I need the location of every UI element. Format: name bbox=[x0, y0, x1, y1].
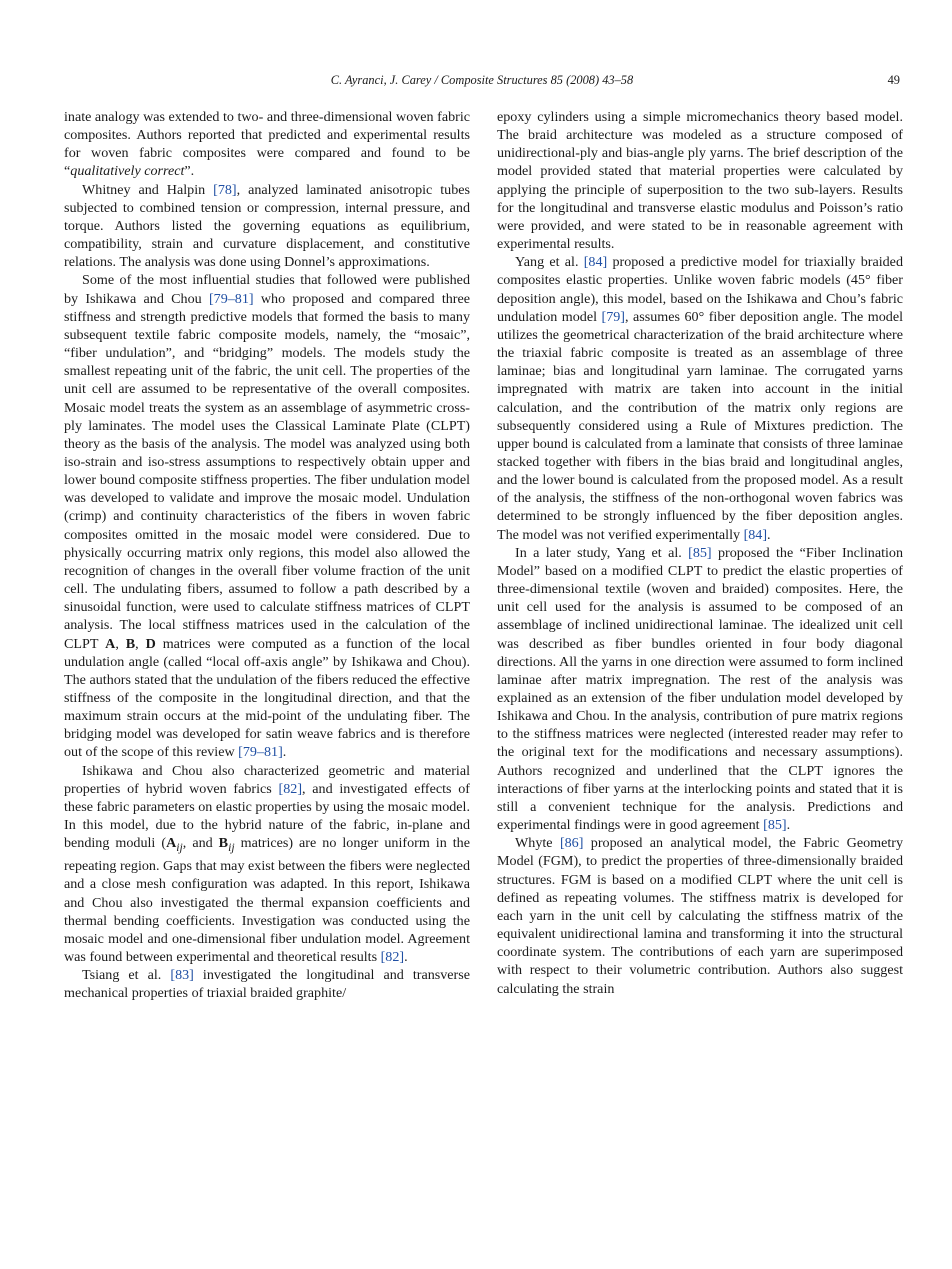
reference-link[interactable]: [85] bbox=[688, 544, 712, 561]
text-run: , and investigated effects of these fabric parameters on elastic properties by using the mosaic model. In this model, due to the hybrid nature of the fabric, in-plane and bending moduli ( bbox=[64, 780, 470, 852]
reference-link[interactable]: [79–81] bbox=[208, 290, 254, 307]
matrix-symbol: D bbox=[145, 635, 156, 652]
reference-link[interactable]: [86] bbox=[559, 835, 584, 852]
reference-link[interactable]: [84] bbox=[583, 254, 608, 271]
running-title: C. Ayranci, J. Carey / Composite Structures 85 (2008) 43–58 bbox=[330, 73, 634, 87]
reference-link[interactable]: [85] bbox=[763, 817, 787, 834]
paragraph bbox=[497, 544, 903, 835]
text-run: . bbox=[282, 744, 287, 761]
paragraph bbox=[497, 253, 903, 544]
reference-link[interactable]: [82] bbox=[380, 949, 405, 965]
text-run: proposed the “Fiber Inclination Model” based on a modified CLPT to predict the elastic properties of three-dimensional textile (woven and braided) composites. Here, the unit cell used for the analysis is assumed to be composed of an assemblage of inclined unidirectional laminae. The idealized unit cell was described as fiber bundles oriented in four body diagonal directions. All the yarns in one direction were assumed to form inclined laminae after matrix impregnation. The rest of the analysis was explained as an extension of the fiber undulation model developed by Ishikawa and Chou. In the analysis, contribution of pure matrix regions to the stiffness matrices were neglected (interested reader may refer to the original text for the modifications and necessary assumptions). Authors recognized and underlined that the CLPT ignores the interactions of fiber yarns at the interlocking points and stated that it is still a convenient technique for the analysis. Predictions and experimental findings were in good agreement bbox=[497, 544, 903, 834]
page-number: 49 bbox=[887, 73, 900, 87]
text-run: matrices) are no longer uniform in the repeating region. Gaps that may exist between the fibers were neglected and a close mesh configuration was adapted. In this report, Ishikawa and Chou also investigated the thermal expansion coefficients and thermal bending coefficients. Investigation was conducted using the mosaic model and one-dimensional fiber undulation model. Agreement was found between experimental and theoretical results bbox=[64, 835, 470, 965]
paragraph bbox=[497, 108, 903, 253]
text-run: proposed a predictive model for triaxially braided composites elastic properties. Unlike woven fabric models (45° fiber deposition angle), this model, based on the Ishikawa and Chou’s fabric undulation model bbox=[497, 254, 903, 325]
paragraph bbox=[64, 966, 470, 1002]
text-run: proposed an analytical model, the Fabric Geometry Model (FGM), to predict the properties of three-dimensionally braided structures. FGM is based on a modified CLPT where the unit cell is defined as repeating volumes. The stiffness matrix is developed for each yarn in the unit cell by calculating the stiffness matrix of the equivalent unidirectional lamina and transforming it into the structural coordinate system. The contributions of each yarn are superimposed with respect to their volumetric contribution. Authors also suggest calculating the strain bbox=[497, 835, 904, 997]
text-run: Tsiang et al. bbox=[82, 967, 171, 984]
text-run: , assumes 60° fiber deposition angle. The model utilizes the geometrical characterization of the braid architecture where the triaxial fabric composite is treated as an assemblage of three laminae; bias and longitudinal yarn laminae. The corrugated yarns impregnated with matrix are taken into account in the initial calculation, and the contribution of the matrix only regions are subsequently considered using a Rule of Mixtures prediction. The upper bound is calculated from a laminate that consists of three laminae stacked together with fibers in the bias braid and longitudinal angles, and the lower bound is calculated from the proposed model. As a result of the analysis, the stiffness of the non-orthogonal woven fabrics was determined to be strongly influenced by the fiber deposition angles. The model was not verified experimentally bbox=[497, 308, 903, 543]
reference-link[interactable]: [79] bbox=[601, 308, 625, 325]
matrix-symbol: A bbox=[105, 635, 116, 652]
running-header bbox=[64, 71, 900, 89]
text-run: investigated the longitudinal and transverse mechanical properties of triaxial braided graphite/ bbox=[64, 967, 470, 1002]
paragraph bbox=[64, 181, 470, 272]
paragraph bbox=[64, 762, 470, 967]
paragraph bbox=[64, 108, 470, 181]
text-run: , bbox=[115, 635, 126, 652]
emphasis-text: qualitatively correct bbox=[70, 163, 185, 180]
paragraph bbox=[64, 271, 470, 761]
matrix-symbol: B bbox=[218, 835, 229, 852]
matrix-symbol: A bbox=[166, 835, 177, 852]
text-run: , bbox=[135, 635, 146, 652]
text-run: Ishikawa and Chou also characterized geometric and material properties of hybrid woven fabrics bbox=[64, 762, 470, 797]
text-run: , and bbox=[182, 835, 219, 852]
matrix-symbol: B bbox=[125, 635, 136, 652]
text-run: inate analogy was extended to two- and three-dimensional woven fabric composites. Authors reported that predicted and experimental results for woven fabric composites were compared and found to be “ bbox=[64, 109, 470, 180]
reference-link[interactable]: [82] bbox=[278, 780, 303, 797]
text-run: Whitney and Halpin bbox=[82, 181, 214, 198]
text-run: Yang et al. bbox=[515, 254, 584, 271]
subscript: ij bbox=[176, 841, 183, 855]
text-run: In a later study, Yang et al. bbox=[515, 544, 689, 561]
text-run: matrices were computed as a function of the local undulation angle (called “local off-axis angle” by Ishikawa and Chou). The authors stated that the undulation of the fibers reduced the effective stiffness of the composite in the longitudinal direction, and that the maximum strain occurs at the mid-point of the undulating fiber. The bridging model was developed for satin weave fabrics and is therefore out of the scope of this review bbox=[64, 635, 470, 761]
text-run: Some of the most influential studies that followed were published by Ishikawa and Chou bbox=[64, 272, 470, 307]
reference-link[interactable]: [83] bbox=[170, 967, 194, 984]
text-run: . bbox=[767, 526, 771, 543]
text-run: epoxy cylinders using a simple micromechanics theory based model. The braid architecture was modeled as a structure composed of unidirectional-ply and bias-angle ply yarns. The brief description of the model provided stated that material properties were calculated by applying the principle of superposition to the two sub-layers. Results for the longitudinal and transverse elastic modulus and Poisson’s ratio were provided, and were stated to be in reasonable agreement with experimental results. bbox=[497, 109, 903, 253]
text-run: . bbox=[786, 817, 791, 834]
right-column bbox=[497, 108, 903, 998]
paragraph bbox=[497, 834, 903, 997]
reference-link[interactable]: [79–81] bbox=[238, 744, 283, 761]
text-run: , analyzed laminated anisotropic tubes subjected to combined tension or compression, internal pressure, and torque. Authors listed the governing equations as equilibrium, compatibility, strain and curvature displacement, and constitutive relations. The analysis was done using Donnel’s approximations. bbox=[64, 181, 470, 271]
text-run: ”. bbox=[184, 163, 195, 180]
left-column bbox=[64, 108, 470, 1002]
text-run: . bbox=[404, 949, 408, 965]
subscript: ij bbox=[228, 841, 235, 855]
reference-link[interactable]: [78] bbox=[213, 181, 237, 198]
text-run: Whyte bbox=[515, 835, 560, 852]
text-run: who proposed and compared three stiffness and strength predictive models that formed the basis to many subsequent textile fabric composite models, namely, the “mosaic”, “fiber undulation”, and “bridging” models. The models study the smallest repeating unit of the fabric, the unit cell. The properties of the unit cell are assumed to be representative of the overall composites. Mosaic model treats the system as an assemblage of asymmetric cross-ply laminates. The model uses the Classical Laminate Plate (CLPT) theory as the basis of the analysis. The model was analyzed using both iso-strain and iso-stress assumptions to respectively obtain upper and lower bound composite stiffness properties. The fiber undulation model was developed to validate and improve the mosaic model. Undulation (crimp) and continuity characteristics of the fibers in woven fabric composites omitted in the mosaic model were considered. Due to physically occurring matrix only regions, this model also allowed the recognition of changes in the overall fiber volume fraction of the unit cell. The undulating fibers, assumed to follow a path described by a sinusoidal function, were used to calculate stiffness matrices of CLPT analysis. The local stiffness matrices used in the calculation of the CLPT bbox=[64, 290, 470, 652]
reference-link[interactable]: [84] bbox=[743, 526, 768, 543]
